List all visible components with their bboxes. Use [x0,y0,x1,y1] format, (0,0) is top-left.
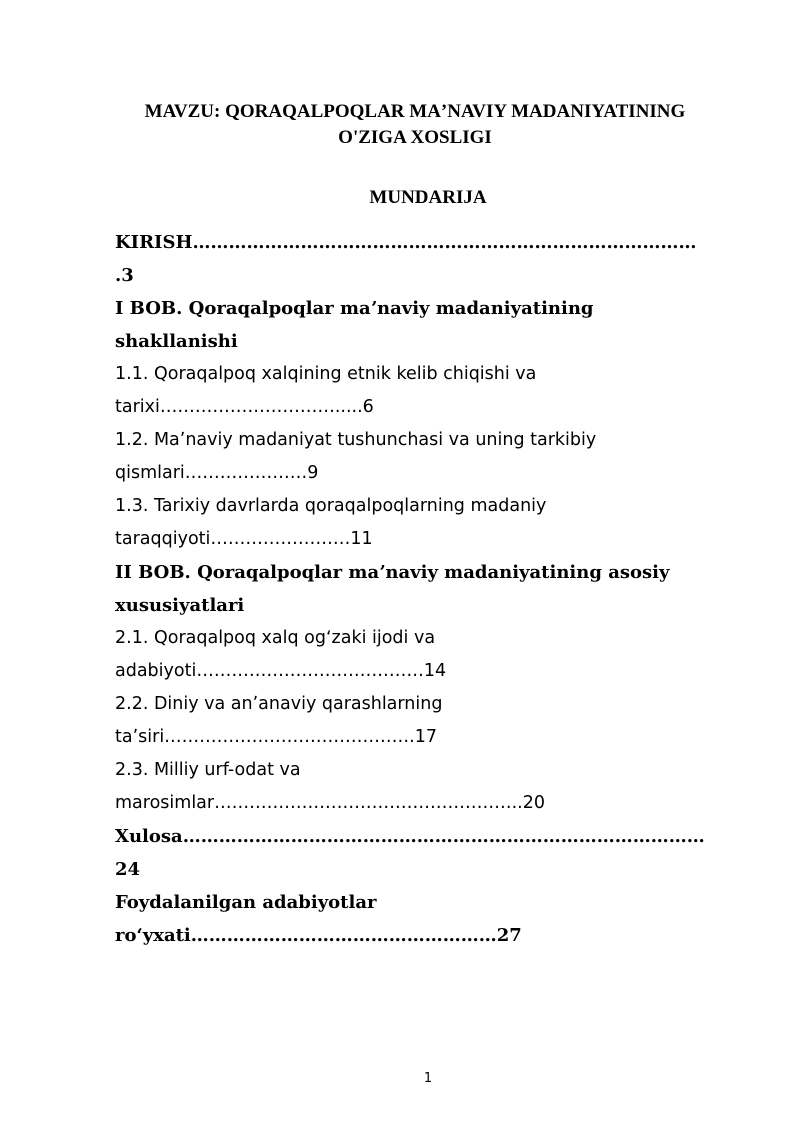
toc-entry-page: taʼsiri…………………………………….17 [115,727,438,747]
toc-entry-section-1-3 [115,490,745,556]
toc-entry-text: 1.1. Qoraqalpoq xalqining etnik kelib chiqishi va [115,364,537,384]
title-line-1: MAVZU: QORAQALPOQLAR MAʼNAVIY MADANIYATINING [144,101,686,122]
toc-entry-text: 1.2. Maʼnaviy madaniyat tushunchasi va uning tarkibiy [115,430,597,450]
toc-entry-text: 1.3. Tarixiy davrlarda qoraqalpoqlarning madaniy [115,496,547,516]
toc-entry-text-continued: shakllanishi [115,331,238,352]
toc-entry-text: II BOB. Qoraqalpoqlar maʼnaviy madaniyatining asosiy [115,562,670,583]
document-title [100,99,730,151]
toc-entry-text-continued: xususiyatlari [115,595,245,616]
toc-entry-text: Foydalanilgan adabiyotlar [115,892,377,913]
toc-entry-page: .3 [115,265,134,286]
toc-entry-page: adabiyoti…………………………………14 [115,661,447,681]
toc-entry-section-2-3 [115,754,745,820]
toc-entry-section-1-1 [115,358,745,424]
toc-entry-chapter-1 [115,292,745,358]
toc-entry-page: roʻyxati……………………………………………27 [115,925,522,946]
toc-entry-text: KIRISH………………………………………………………………………… [115,232,697,253]
title-line-2: O'ZIGA XOSLIGI [338,127,492,148]
toc-entry-page: marosimlar……………………………………………..20 [115,793,545,813]
contents-heading: MUNDARIJA [369,187,487,208]
toc-entry-text: 2.3. Milliy urf-odat va [115,760,301,780]
toc-entry-chapter-2 [115,556,745,622]
page-number: 1 [423,1071,433,1086]
toc-entry-text: Xulosa…………………………………………………………………………… [115,826,705,847]
toc-entry-introduction [115,226,745,292]
toc-entry-section-2-1 [115,622,745,688]
toc-entry-page: taraqqiyoti……………………11 [115,529,373,549]
toc-entry-references [115,886,745,952]
toc-entry-section-2-2 [115,688,745,754]
toc-entry-section-1-2 [115,424,745,490]
toc-entry-page: 24 [115,859,141,880]
toc-entry-text: 2.1. Qoraqalpoq xalq ogʻzaki ijodi va [115,628,436,648]
toc-entry-text: I BOB. Qoraqalpoqlar maʼnaviy madaniyatining [115,298,594,319]
toc-entry-conclusion [115,820,745,886]
table-of-contents [115,226,745,952]
toc-entry-text: 2.2. Diniy va anʼanaviy qarashlarning [115,694,443,714]
toc-entry-page: tarixi………………………….....6 [115,397,374,417]
toc-entry-page: qismlari…………………9 [115,463,319,483]
